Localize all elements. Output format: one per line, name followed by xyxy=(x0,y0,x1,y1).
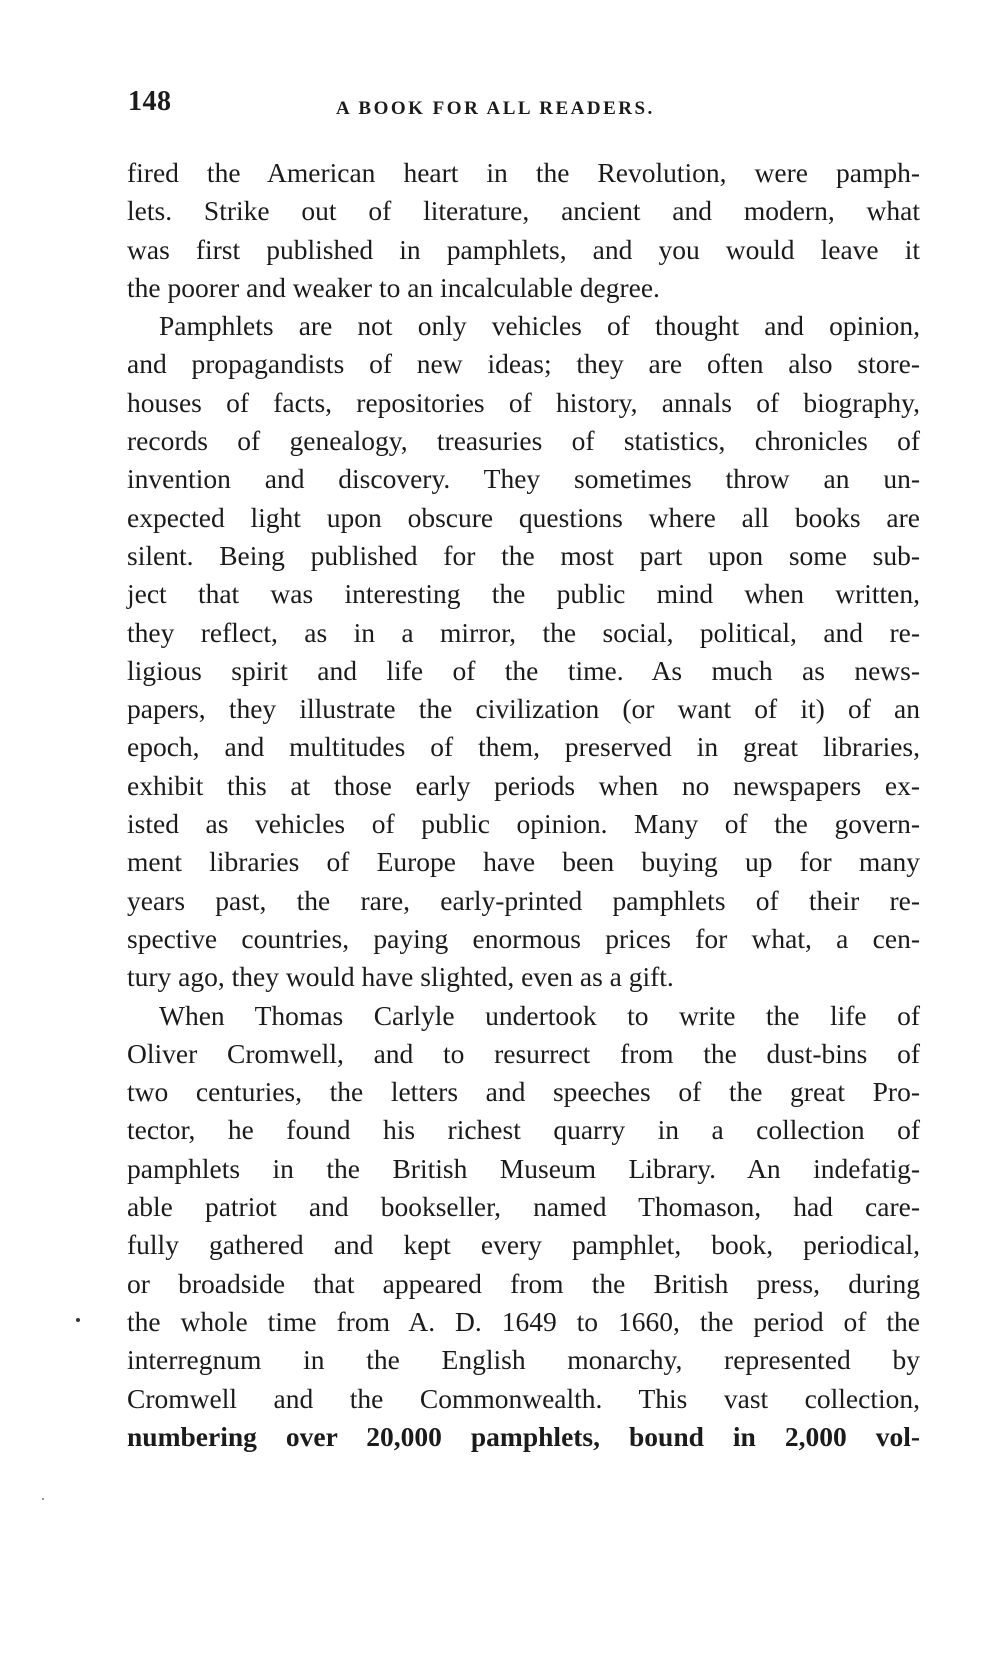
text-line: years past, the rare, early-printed pamphlets of their re- xyxy=(127,884,920,916)
text-line: was first published in pamphlets, and you would leave it xyxy=(127,233,920,265)
text-line: Cromwell and the Commonwealth. This vast collection, xyxy=(127,1382,920,1414)
text-line: houses of facts, repositories of history, annals of biography, xyxy=(127,386,920,418)
text-line: papers, they illustrate the civilization (or want of it) of an xyxy=(127,693,920,725)
text-line: Oliver Cromwell, and to resurrect from the dust-bins of xyxy=(127,1037,920,1069)
text-line: fired the American heart in the Revolution, were pamph- xyxy=(127,157,920,188)
text-line: interregnum in the English monarchy, represented by xyxy=(127,1344,920,1376)
text-line: spective countries, paying enormous prices for what, a cen- xyxy=(127,922,920,954)
text-line: isted as vehicles of public opinion. Many of the govern- xyxy=(127,808,920,840)
text-line: fully gathered and kept every pamphlet, book, periodical, xyxy=(127,1229,920,1261)
text-line: exhibit this at those early periods when no newspapers ex- xyxy=(127,769,920,801)
text-line: two centuries, the letters and speeches of the great Pro- xyxy=(127,1076,920,1108)
text-line: expected light upon obscure questions where all books are xyxy=(127,501,920,533)
text-line: tector, he found his richest quarry in a collection of xyxy=(127,1114,920,1146)
text-line: tury ago, they would have slighted, even as a gift. xyxy=(127,961,674,993)
margin-speck xyxy=(42,1498,44,1500)
running-title: A BOOK FOR ALL READERS. xyxy=(336,98,655,119)
text-line: or broadside that appeared from the British press, during xyxy=(127,1267,920,1299)
body-text xyxy=(127,154,920,1456)
text-line: silent. Being published for the most part upon some sub- xyxy=(127,539,920,571)
text-line: records of genealogy, treasuries of statistics, chronicles of xyxy=(127,425,920,457)
page-header xyxy=(124,86,924,130)
page-number: 148 xyxy=(128,86,172,117)
text-line: Pamphlets are not only vehicles of thought and opinion, xyxy=(159,310,920,342)
text-line: able patriot and bookseller, named Thomason, had care- xyxy=(127,1191,920,1223)
text-line: ment libraries of Europe have been buying up for many xyxy=(127,846,920,878)
text-line: lets. Strike out of literature, ancient and modern, what xyxy=(127,195,920,227)
text-line: the poorer and weaker to an incalculable degree. xyxy=(127,271,660,303)
text-line: When Thomas Carlyle undertook to write the life of xyxy=(159,999,920,1031)
margin-mark xyxy=(76,1318,80,1322)
text-line: the whole time from A. D. 1649 to 1660, the period of the xyxy=(127,1305,920,1337)
text-line: invention and discovery. They sometimes throw an un- xyxy=(127,463,920,495)
text-line: pamphlets in the British Museum Library. An indefatig- xyxy=(127,1152,920,1184)
text-line: ligious spirit and life of the time. As much as news- xyxy=(127,654,920,686)
text-line: and propagandists of new ideas; they are often also store- xyxy=(127,348,920,380)
text-line: ject that was interesting the public mind when written, xyxy=(127,578,920,610)
text-line: numbering over 20,000 pamphlets, bound in 2,000 vol- xyxy=(127,1420,920,1452)
text-line: they reflect, as in a mirror, the social, political, and re- xyxy=(127,616,920,648)
text-line: epoch, and multitudes of them, preserved in great libraries, xyxy=(127,731,920,763)
